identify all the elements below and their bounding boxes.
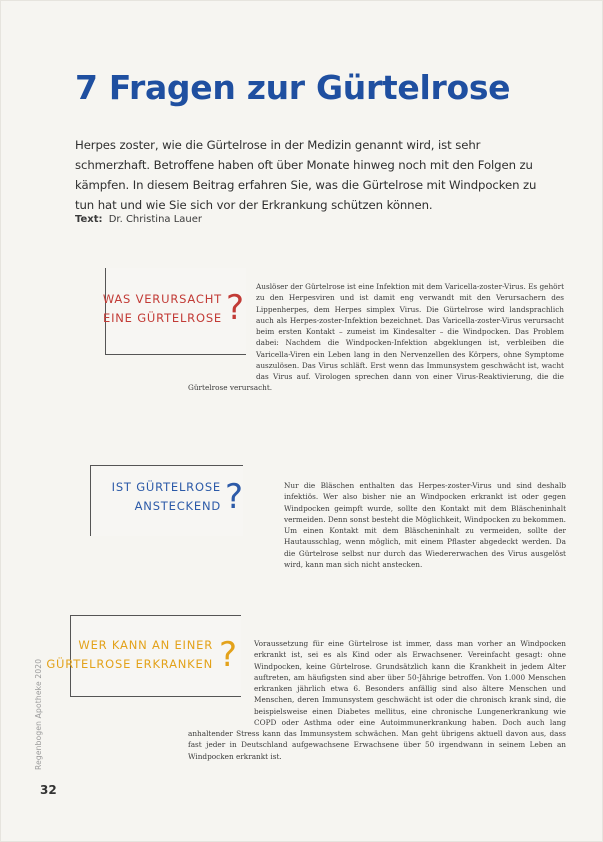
page-number: 32 <box>40 783 57 797</box>
question-mark-icon: ? <box>218 635 237 675</box>
answer-3-text: Voraussetzung für eine Gürtelrose ist immer, dass man vorher an Windpocken erkrankt ist, sei es als Kind oder als Erwachsener. Vereinfacht gesagt: ohne Windpocken, keine Gürtelrose. Grundsätzlich kann die Krankheit in jedem Alter auftreten, am häufigsten sind aber über 50-Jährige betroffen. Von 1.000 Menschen erkranken jährlich etwa 6. Besonders anfällig sind also ältere Menschen und Menschen, deren Immunsystem geschwächt ist oder die chronisch krank sind, die beispielsweise einen Diabetes mellitus, eine chronische Lungenerkrankung wie COPD oder Asthma oder eine Autoimmunerkrankung haben. Doch auch lang anhaltender Stress kann das Immunsystem schwächen. Man geht übrigens aktuell davon aus, dass fast jeder in Deutschland aufgewachsene Erwachsene über 50 irgendwann in seinem Leben an Windpocken erkrankt ist. <box>188 639 566 761</box>
byline-author: Dr. Christina Lauer <box>108 214 203 225</box>
question-heading-3-line2: GÜRTELROSE ERKRANKEN <box>46 657 213 671</box>
answer-3 <box>188 635 566 788</box>
answer-2: Nur die Bläschen enthalten das Herpes-zoster-Virus und sind deshalb infektiös. Wer also bisher nie an Windpocken erkrankt ist oder gegen Windpocken geimpft wurde, sollte den Kontakt mit dem Bläscheninhalt vermeiden. Denn sonst besteht die Möglichkeit, Windpocken zu bekommen. Um einen Kontakt mit dem Bläscheninhalt zu vermeiden, sollte der Hautausschlag, wenn möglich, mit einem Pflaster abgedeckt werden. Da die Gürtelrose selbst nur durch das Wiedererwachen des Virus ausgelöst wird, kann man sich nicht anstecken. <box>284 481 566 569</box>
question-heading-1-line1: WAS VERURSACHT <box>102 292 222 306</box>
question-heading-2 <box>112 478 221 516</box>
byline <box>75 214 202 225</box>
text-wrap-spacer <box>188 281 256 381</box>
answer-1 <box>188 281 564 421</box>
question-mark-icon: ? <box>225 288 244 328</box>
question-heading-2-line2: ANSTECKEND <box>134 499 221 513</box>
answer-1-text: Auslöser der Gürtelrose ist eine Infektion mit dem Varicella-zoster-Virus. Es gehört zu den Herpesviren und ist damit eng verwandt mit den Verursachern des Lippenherpes, dem Herpes simplex Virus. Die Gürtelrose wird landsprachlich auch als Herpes-zoster-Infektion bezeichnet. Das Varicella-zoster-Virus verursacht beim ersten Kontakt – zumeist im Kindesalter – die Windpocken. Das Problem dabei: Nachdem die Windpocken-Infektion abgeklungen ist, verbleiben die Varicella-Viren ein Leben lang in den Nervenzellen des Körpers, ohne Symptome auszulösen. Das Virus schläft. Erst wenn das Immunsystem geschwächt ist, wacht das Virus auf. Virologen sprechen dann von einer Virus-Reaktivierung, die die Gürtelrose verursacht. <box>188 282 564 393</box>
question-heading-2-line1: IST GÜRTELROSE <box>111 480 221 494</box>
question-mark-icon: ? <box>224 477 243 517</box>
article-intro: Herpes zoster, wie die Gürtelrose in der Medizin genannt wird, ist sehr schmerzhaft. Betroffene haben oft über Monate hinweg noch mit den Folgen zu kämpfen. In diesem Beitrag erfahren Sie, was die Gürtelrose mit Windpocken zu tun hat und wie Sie sich vor der Erkrankung schützen können. <box>75 138 537 212</box>
byline-label: Text: <box>75 214 103 225</box>
article-title: 7 Fragen zur Gürtelrose <box>75 68 511 107</box>
question-heading-3-line1: WER KANN AN EINER <box>78 638 213 652</box>
publication-side-label: Regenbogen Apotheke 2020 <box>34 658 43 770</box>
question-box-2 <box>90 465 243 536</box>
question-heading-1-line2: EINE GÜRTELROSE <box>103 311 222 325</box>
text-wrap-spacer <box>188 635 254 726</box>
